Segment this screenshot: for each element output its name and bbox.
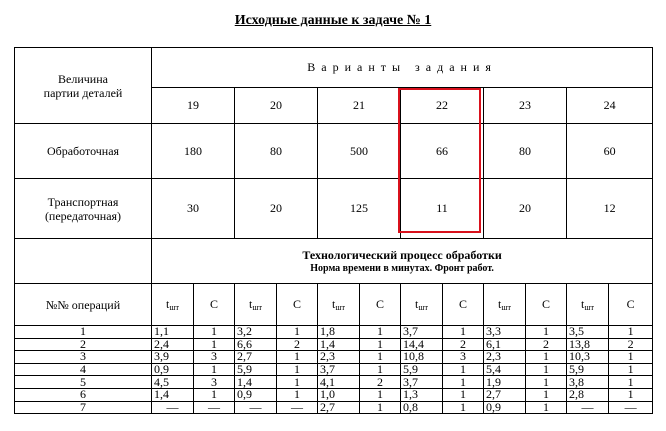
workers-value: 1 <box>526 363 567 376</box>
time-norm-value: 3,7 <box>401 376 443 389</box>
time-norm-header <box>152 284 194 326</box>
time-norm-value: 0,9 <box>484 401 526 414</box>
operation-number: 5 <box>15 376 152 389</box>
variants-header: Варианты задания <box>152 48 653 88</box>
lot-size-label-line1: Величина <box>58 71 108 86</box>
workers-value: 1 <box>609 376 653 389</box>
lot-value: 80 <box>484 124 567 179</box>
time-norm-value: 2,3 <box>484 351 526 364</box>
lot-value: 60 <box>567 124 653 179</box>
time-norm-value: — <box>152 401 194 414</box>
workers-value: 1 <box>443 388 484 401</box>
time-norm-header <box>401 284 443 326</box>
time-norm-symbol: t <box>166 297 170 311</box>
workers-value: — <box>609 401 653 414</box>
workers-value: 1 <box>443 326 484 339</box>
time-norm-value: 3,9 <box>152 351 194 364</box>
time-norm-subscript: шт <box>335 303 345 312</box>
workers-header: C <box>194 284 235 326</box>
variant-number: 24 <box>567 88 653 124</box>
time-norm-symbol: t <box>498 297 502 311</box>
time-norm-value: 2,3 <box>318 351 360 364</box>
workers-value: 1 <box>609 388 653 401</box>
time-norm-value: 6,1 <box>484 338 526 351</box>
workers-value: 2 <box>277 338 318 351</box>
workers-value: 2 <box>609 338 653 351</box>
workers-value: 1 <box>360 351 401 364</box>
process-title: Технологический процесс обработки <box>302 247 502 262</box>
lot-value: 20 <box>235 179 318 239</box>
time-norm-value: 5,4 <box>484 363 526 376</box>
workers-value: 1 <box>194 326 235 339</box>
time-norm-value: 3,3 <box>484 326 526 339</box>
workers-header: C <box>360 284 401 326</box>
lot-row-label <box>15 124 152 179</box>
time-norm-value: 0,8 <box>401 401 443 414</box>
operations-label: №№ операций <box>15 284 152 326</box>
time-norm-value: 4,5 <box>152 376 194 389</box>
workers-value: 1 <box>360 326 401 339</box>
time-norm-value: 1,3 <box>401 388 443 401</box>
workers-value: 1 <box>277 351 318 364</box>
workers-header: C <box>277 284 318 326</box>
time-norm-value: 2,7 <box>318 401 360 414</box>
workers-value: 1 <box>609 326 653 339</box>
variant-number: 20 <box>235 88 318 124</box>
lot-row <box>15 124 653 179</box>
time-norm-subscript: шт <box>584 303 594 312</box>
workers-value: 3 <box>194 351 235 364</box>
workers-value: 1 <box>443 376 484 389</box>
workers-value: 1 <box>194 388 235 401</box>
operation-row <box>15 363 653 376</box>
workers-value: — <box>194 401 235 414</box>
lot-value: 12 <box>567 179 653 239</box>
time-norm-value: 3,5 <box>567 326 609 339</box>
lot-size-label-line2: партии деталей <box>43 85 123 100</box>
workers-value: 1 <box>609 351 653 364</box>
workers-value: 1 <box>194 338 235 351</box>
time-norm-symbol: t <box>332 297 336 311</box>
workers-value: 2 <box>360 376 401 389</box>
time-norm-value: 1,4 <box>152 388 194 401</box>
time-norm-value: 4,1 <box>318 376 360 389</box>
workers-header: C <box>526 284 567 326</box>
workers-value: 3 <box>194 376 235 389</box>
workers-value: 1 <box>277 326 318 339</box>
time-norm-value: 3,8 <box>567 376 609 389</box>
workers-value: 1 <box>526 388 567 401</box>
workers-value: 1 <box>360 388 401 401</box>
time-norm-value: 1,4 <box>235 376 277 389</box>
time-norm-value: 10,3 <box>567 351 609 364</box>
time-norm-value: 2,4 <box>152 338 194 351</box>
workers-value: 1 <box>526 326 567 339</box>
workers-value: 3 <box>443 351 484 364</box>
variant-number: 23 <box>484 88 567 124</box>
lot-value: 30 <box>152 179 235 239</box>
time-norm-subscript: шт <box>501 303 511 312</box>
operation-number: 1 <box>15 326 152 339</box>
operation-number: 4 <box>15 363 152 376</box>
time-norm-subscript: шт <box>418 303 428 312</box>
workers-value: 1 <box>277 388 318 401</box>
time-norm-subscript: шт <box>169 303 179 312</box>
lot-row-label-line1: Транспортная <box>47 194 119 209</box>
time-norm-value: 1,4 <box>318 338 360 351</box>
workers-value: 1 <box>360 363 401 376</box>
variant-number: 22 <box>401 88 484 124</box>
workers-value: 1 <box>277 376 318 389</box>
lot-row-label <box>15 179 152 239</box>
workers-value: 1 <box>360 401 401 414</box>
empty-cell <box>15 239 152 284</box>
lot-value: 125 <box>318 179 401 239</box>
time-norm-subscript: шт <box>252 303 262 312</box>
time-norm-value: 1,8 <box>318 326 360 339</box>
workers-header: C <box>609 284 653 326</box>
lot-value: 180 <box>152 124 235 179</box>
variant-number: 19 <box>152 88 235 124</box>
time-norm-value: 10,8 <box>401 351 443 364</box>
operation-row <box>15 401 653 414</box>
time-norm-value: 13,8 <box>567 338 609 351</box>
time-norm-value: 5,9 <box>567 363 609 376</box>
process-subtitle: Норма времени в минутах. Фронт работ. <box>310 262 494 274</box>
workers-value: 1 <box>277 363 318 376</box>
workers-value: 1 <box>526 376 567 389</box>
operation-number: 7 <box>15 401 152 414</box>
time-norm-value: 5,9 <box>401 363 443 376</box>
lot-value: 11 <box>401 179 484 239</box>
time-norm-header <box>567 284 609 326</box>
process-header <box>152 239 653 284</box>
time-norm-value: 2,7 <box>484 388 526 401</box>
operation-number: 2 <box>15 338 152 351</box>
lot-row-label-line1: Обработочная <box>46 144 120 158</box>
time-norm-value: — <box>567 401 609 414</box>
time-norm-value: 0,9 <box>152 363 194 376</box>
workers-value: 1 <box>609 363 653 376</box>
operation-number: 6 <box>15 388 152 401</box>
workers-value: 1 <box>443 363 484 376</box>
source-data-table <box>14 47 653 414</box>
time-norm-value: 2,8 <box>567 388 609 401</box>
time-norm-value: 0,9 <box>235 388 277 401</box>
time-norm-value: 3,7 <box>318 363 360 376</box>
workers-value: — <box>277 401 318 414</box>
time-norm-value: 1,0 <box>318 388 360 401</box>
workers-value: 1 <box>194 363 235 376</box>
time-norm-value: 3,2 <box>235 326 277 339</box>
lot-value: 66 <box>401 124 484 179</box>
time-norm-value: 1,9 <box>484 376 526 389</box>
time-norm-symbol: t <box>249 297 253 311</box>
workers-value: 2 <box>443 338 484 351</box>
page-title: Исходные данные к задаче № 1 <box>234 13 432 28</box>
time-norm-value: 5,9 <box>235 363 277 376</box>
lot-size-label <box>15 48 152 124</box>
workers-value: 1 <box>526 401 567 414</box>
time-norm-symbol: t <box>581 297 585 311</box>
time-norm-value: 14,4 <box>401 338 443 351</box>
lot-value: 20 <box>484 179 567 239</box>
lot-value: 500 <box>318 124 401 179</box>
time-norm-header <box>318 284 360 326</box>
lot-value: 80 <box>235 124 318 179</box>
time-norm-value: 1,1 <box>152 326 194 339</box>
workers-value: 1 <box>443 401 484 414</box>
lot-row-label-line2: (передаточная) <box>44 208 122 223</box>
workers-value: 1 <box>526 351 567 364</box>
variant-number: 21 <box>318 88 401 124</box>
workers-value: 2 <box>526 338 567 351</box>
time-norm-value: 2,7 <box>235 351 277 364</box>
lot-row <box>15 179 653 239</box>
time-norm-header <box>484 284 526 326</box>
operation-number: 3 <box>15 351 152 364</box>
workers-value: 1 <box>360 338 401 351</box>
time-norm-header <box>235 284 277 326</box>
time-norm-value: 3,7 <box>401 326 443 339</box>
time-norm-value: 6,6 <box>235 338 277 351</box>
workers-header: C <box>443 284 484 326</box>
time-norm-value: — <box>235 401 277 414</box>
time-norm-symbol: t <box>415 297 419 311</box>
